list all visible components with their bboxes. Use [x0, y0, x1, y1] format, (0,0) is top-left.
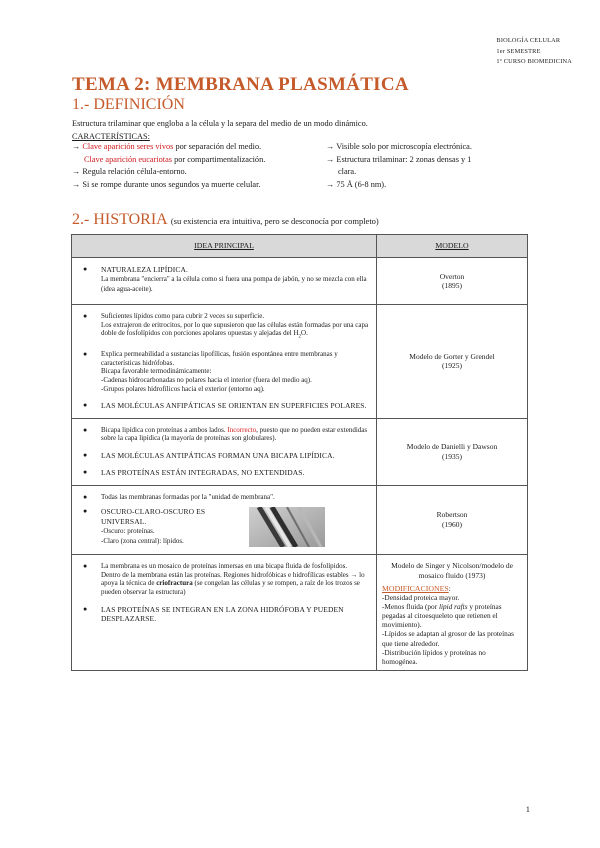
model-name: Modelo de Danielli y Dawson	[406, 442, 498, 452]
bullet-icon: ●	[83, 265, 88, 273]
bullet-item: ● NATURALEZA LIPÍDICA. La membrana "encierra" a la célula como si fuera una pompa de jabón, y no se mezcla con ella (idea agua-aceite).	[80, 265, 370, 294]
bullet-icon: ●	[83, 468, 88, 477]
header-subject: BIOLOGÍA CELULAR	[496, 37, 561, 44]
model-cell	[377, 305, 528, 419]
bullet-item: ● OSCURO-CLARO-OSCURO ES UNIVERSAL. -Oscuro: proteínas. -Claro (zona central): lípidos.	[80, 507, 370, 547]
model-cell	[377, 485, 528, 555]
history-table	[71, 234, 528, 671]
bullet-item: ● Suficientes lípidos como para cubrir 2 veces su superficie. Los extrajeron de eritrocitos, por lo que supusieron que las células están formadas por una capa doble de fosfolípidos con porciones apolares opuestas y alejadas del $H_2O$.	[80, 312, 370, 342]
list-item: → 75 Å (6-8 nm).	[326, 179, 387, 189]
idea-cell	[72, 555, 377, 671]
model-name: Overton	[439, 271, 465, 281]
idea-cell	[72, 305, 377, 419]
bullet-icon: ●	[83, 492, 88, 501]
bullet-item: ● La membrana es un mosaico de proteínas inmersas en una bicapa fluida de fosfolípidos. Dentro de la membrana están las proteínas. Regiones hidrofóbicas e hidrofílicas estables → lo apoya la técnica de criofractura (se congelan las células y se rompen, a raíz de los trozos se pueden observar la estructura)	[80, 562, 370, 596]
section2-heading	[72, 211, 379, 229]
definition-text: Estructura trilaminar que engloba a la célula y la separa del medio de un modo dinámico.	[72, 119, 368, 128]
bullet-item: ● LAS MOLÉCULAS ANTIPÁTICAS FORMAN UNA BICAPA LIPÍDICA.	[80, 451, 370, 460]
bullet-icon: ●	[83, 312, 88, 320]
modifications-label: MODIFICACIONES	[382, 583, 449, 593]
idea-cell	[72, 258, 377, 305]
model-name: Robertson	[436, 510, 468, 520]
bullet-item: ● Todas las membranas formadas por la "unidad de membrana".	[80, 493, 370, 502]
bullet-item: ● LAS PROTEÍNAS ESTÁN INTEGRADAS, NO EXTENDIDAS.	[80, 468, 370, 477]
list-item: → Clave aparición seres vivos por separación del medio.	[72, 142, 262, 151]
page-title: TEMA 2: MEMBRANA PLASMÁTICA	[72, 74, 409, 95]
bullet-icon: ●	[83, 425, 88, 434]
model-year: (1935)	[442, 451, 462, 461]
column-header-idea: IDEA PRINCIPAL	[72, 235, 377, 258]
list-item: → Si se rompe durante unos segundos ya muerte celular.	[72, 179, 261, 189]
page-number: 1	[525, 804, 530, 814]
bullet-item: ● LAS PROTEÍNAS SE INTEGRAN EN LA ZONA HIDRÓFOBA Y PUEDEN DESPLAZARSE.	[80, 605, 370, 624]
table-header-row	[72, 235, 528, 258]
model-cell	[377, 555, 528, 671]
bullet-item: ● Explica permeabilidad a sustancias lipofílicas, fusión espontánea entre membranas y características hidrófobas. Bicapa favorable termodinámicamente: -Cadenas hidrocarbonadas no polares hacia el interior (fuera del medio aq). -Grupos polares hidrofílicos hacia el exterior (entorno aq).	[80, 350, 370, 393]
document-header	[496, 36, 572, 68]
list-item: -Densidad proteica mayor.	[382, 593, 460, 603]
bullet-icon: ●	[83, 450, 88, 459]
micrograph-image	[249, 507, 325, 547]
list-item: clara.	[338, 167, 357, 176]
characteristics-label: CARACTERÍSTICAS:	[72, 132, 150, 141]
section2-note: (su existencia era intuitiva, pero se desconocía por completo)	[170, 216, 379, 226]
list-item: -Distribución lípidos y proteínas no homogénea.	[382, 647, 486, 666]
model-year: (1925)	[442, 361, 462, 371]
section2-title: 2.- HISTORIA	[72, 211, 167, 228]
bullet-icon: ●	[83, 350, 88, 359]
list-item: → Estructura trilaminar: 2 zonas densas y 1	[326, 154, 472, 164]
table-row	[72, 485, 528, 555]
column-header-model: MODELO	[377, 235, 528, 258]
model-cell	[377, 418, 528, 485]
bullet-item: ● Bicapa lipídica con proteínas a ambos lados. Incorrecto, puesto que no pueden estar extendidas sobre la capa lipídica (la mayoría de proteínas son globulares).	[80, 426, 370, 443]
model-year: (1960)	[442, 519, 462, 529]
table-row	[72, 258, 528, 305]
list-item: -Lípidos se adaptan al grosor de las proteínas que tiene alrededor.	[382, 629, 514, 648]
list-item: → Visible solo por microscopía electrónica.	[326, 142, 472, 151]
idea-cell	[72, 418, 377, 485]
header-semester: 1er SEMESTRE	[496, 47, 541, 55]
list-item: → Regula relación célula-entorno.	[72, 167, 187, 176]
bullet-icon: ●	[83, 604, 88, 613]
model-name: Modelo de Gorter y Grendel	[409, 351, 495, 361]
idea-cell	[72, 485, 377, 555]
modifications-list: MODIFICACIONES: -Densidad proteica mayor. -Menos fluida (por lipid rafts y proteínas pegadas al citoesqueleto que retienen el movimiento). -Lípidos se adaptan al grosor de las proteínas que tiene alrededor. -Distribución lípidos y proteínas no homogénea.	[382, 584, 522, 666]
table-row	[72, 555, 528, 671]
list-item: -Menos fluida (por lipid rafts y proteínas pegadas al citoesqueleto que retienen el movimiento).	[382, 602, 502, 630]
header-course: 1º CURSO BIOMEDICINA	[496, 58, 572, 65]
bullet-item: ● LAS MOLÉCULAS ANFIPÁTICAS SE ORIENTAN EN SUPERFICIES POLARES.	[80, 401, 370, 410]
table-row	[72, 418, 528, 485]
section1-heading: 1.- DEFINICIÓN	[72, 96, 185, 113]
bullet-icon: ●	[83, 401, 88, 410]
model-year: (1895)	[442, 281, 462, 290]
model-cell	[377, 258, 528, 305]
table-row	[72, 305, 528, 419]
characteristics-left-list	[72, 141, 265, 191]
model-name: Modelo de Singer y Nicolson/modelo de mosaico fluido (1973)	[391, 561, 513, 580]
bullet-icon: ●	[83, 562, 88, 571]
bullet-icon: ●	[83, 507, 88, 516]
list-item: Clave aparición eucariotas por compartimentalización.	[84, 154, 266, 164]
characteristics-right-list	[326, 141, 472, 191]
